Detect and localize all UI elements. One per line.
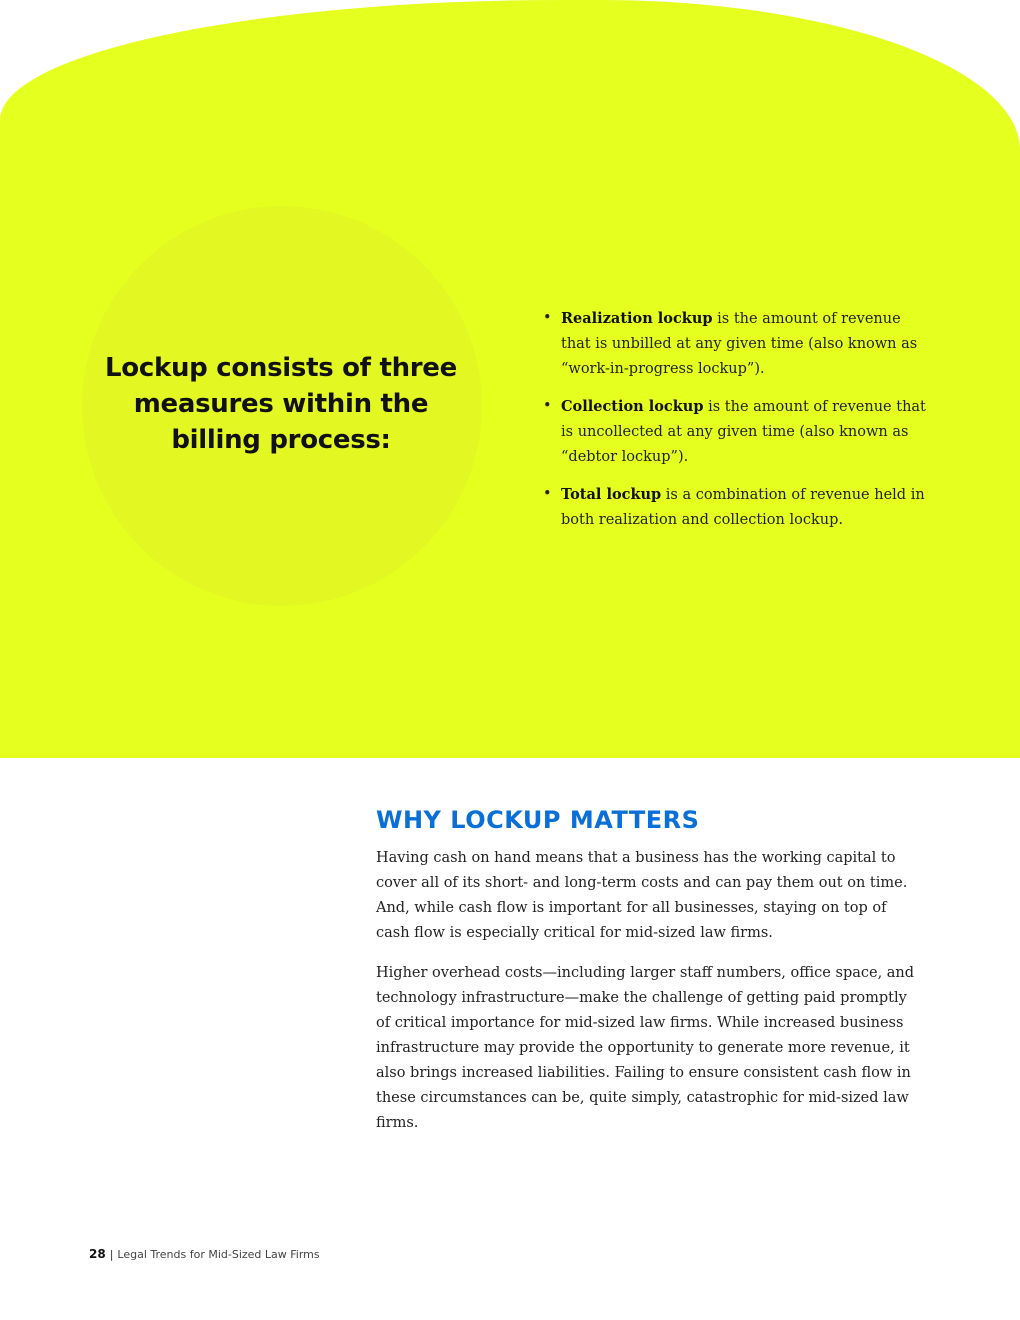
callout-heading: Lockup consists of three measures within the billing process: <box>105 353 457 455</box>
bullet-term: Total lockup <box>561 486 662 503</box>
body-paragraph: Higher overhead costs—including larger staff numbers, office space, and technology infrastructure—make the challenge of getting paid promptly of critical importance for mid-sized law firms. While increased business infrastructure may provide the opportunity to generate more revenue, it also brings increased liabilities. Failing to ensure consistent cash flow in these circumstances can be, quite simply, catastrophic for mid-sized law firms. <box>376 965 915 1131</box>
publication-title: Legal Trends for Mid-Sized Law Firms <box>117 1248 320 1261</box>
lockup-bullet-list <box>543 306 933 545</box>
bullet-dot-icon: • <box>543 310 552 326</box>
footer-separator: | <box>109 1248 114 1261</box>
bullet-total-lockup <box>543 482 933 533</box>
bullet-term: Realization lockup <box>561 310 713 327</box>
section-title: WHY LOCKUP MATTERS <box>376 806 700 834</box>
bullet-realization-lockup <box>543 306 933 382</box>
body-paragraph: Having cash on hand means that a business has the working capital to cover all of its short- and long-term costs and can pay them out on time. And, while cash flow is important for all businesses, staying on top of cash flow is especially critical for mid-sized law firms. <box>376 850 908 941</box>
bullet-dot-icon: • <box>543 486 552 502</box>
bullet-text: is a combination of revenue held in both realization and collection lockup. <box>561 487 925 528</box>
page-number: 28 <box>89 1247 106 1261</box>
bullet-dot-icon: • <box>543 398 552 414</box>
bullet-text: is the amount of revenue that is unbilled at any given time (also known as “work-in-progress lockup”). <box>561 311 918 377</box>
page-footer <box>89 1247 320 1261</box>
bullet-term: Collection lockup <box>561 398 704 415</box>
bullet-collection-lockup <box>543 394 933 470</box>
bullet-text: is the amount of revenue that is uncollected at any given time (also known as “debtor lockup”). <box>561 399 926 465</box>
